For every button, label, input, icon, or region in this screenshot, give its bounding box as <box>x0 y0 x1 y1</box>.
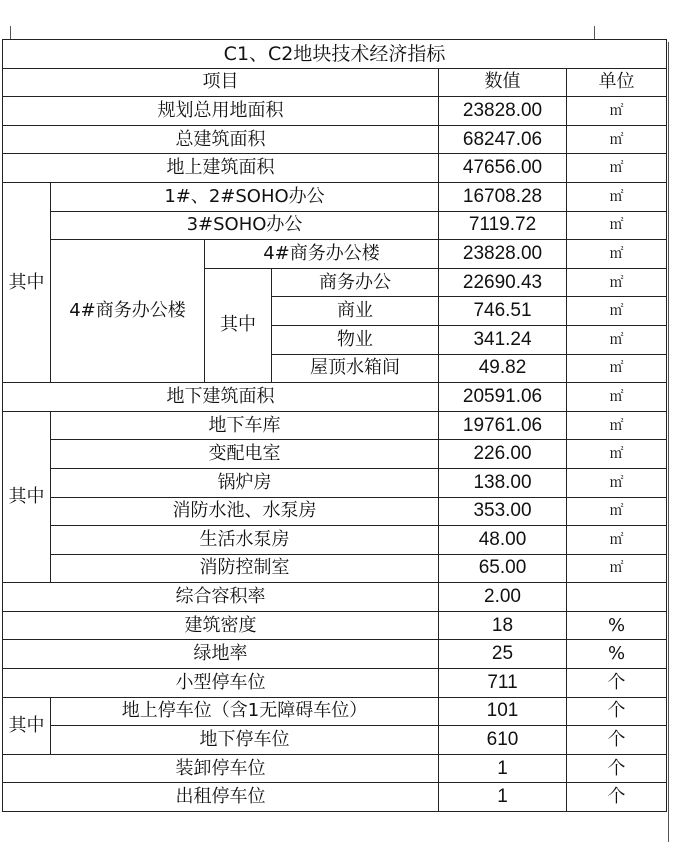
row-value: 18 <box>439 611 567 640</box>
row-unit: ㎡ <box>567 440 667 469</box>
row-value: 711 <box>439 669 567 698</box>
table-title: C1、C2地块技术经济指标 <box>3 40 667 69</box>
row-value: 48.00 <box>439 526 567 555</box>
row-label: 消防控制室 <box>51 554 439 583</box>
table-row <box>3 211 667 240</box>
row-label: 屋顶水箱间 <box>272 354 439 383</box>
row-unit: 个 <box>567 726 667 755</box>
row-value: 19761.06 <box>439 411 567 440</box>
row-label: 地上建筑面积 <box>3 154 439 183</box>
row-unit: ㎡ <box>567 240 667 269</box>
scan-edge-mark-far-right <box>668 42 669 842</box>
row-label: 商务办公 <box>272 268 439 297</box>
table-row <box>3 526 667 555</box>
header-unit: 单位 <box>567 68 667 97</box>
row-unit: ㎡ <box>567 554 667 583</box>
row-value: 341.24 <box>439 325 567 354</box>
row-value: 23828.00 <box>439 97 567 126</box>
row-value: 1 <box>439 783 567 812</box>
table-row <box>3 97 667 126</box>
row-label: 装卸停车位 <box>3 754 439 783</box>
row-unit: ㎡ <box>567 526 667 555</box>
row-value: 22690.43 <box>439 268 567 297</box>
row-label: 生活水泵房 <box>51 526 439 555</box>
row-unit: % <box>567 640 667 669</box>
row-value: 138.00 <box>439 468 567 497</box>
row-unit: ㎡ <box>567 411 667 440</box>
row-unit: 个 <box>567 783 667 812</box>
table-row <box>3 669 667 698</box>
row-unit: 个 <box>567 754 667 783</box>
row-label: 变配电室 <box>51 440 439 469</box>
tech-econ-indicator-table <box>2 39 667 812</box>
row-label: 规划总用地面积 <box>3 97 439 126</box>
table-row <box>3 611 667 640</box>
row-value: 68247.06 <box>439 125 567 154</box>
row-value: 16708.28 <box>439 182 567 211</box>
row-unit: ㎡ <box>567 354 667 383</box>
row-unit: ㎡ <box>567 325 667 354</box>
row-unit: ㎡ <box>567 468 667 497</box>
row-value: 49.82 <box>439 354 567 383</box>
row-value: 2.00 <box>439 583 567 612</box>
row-label: 地下车库 <box>51 411 439 440</box>
table-row <box>3 697 667 726</box>
row-label: 总建筑面积 <box>3 125 439 154</box>
row-label: 地上停车位（含1无障碍车位） <box>51 697 439 726</box>
table-row <box>3 754 667 783</box>
row-label: 3#SOHO办公 <box>51 211 439 240</box>
row-label: 消防水池、水泵房 <box>51 497 439 526</box>
group-label-b4-sub: 其中 <box>205 268 272 382</box>
row-unit: ㎡ <box>567 211 667 240</box>
table-row <box>3 125 667 154</box>
table-row <box>3 383 667 412</box>
table-row <box>3 440 667 469</box>
table-row <box>3 554 667 583</box>
row-value: 65.00 <box>439 554 567 583</box>
row-label: 小型停车位 <box>3 669 439 698</box>
row-value: 353.00 <box>439 497 567 526</box>
table-row <box>3 468 667 497</box>
row-label: 地下建筑面积 <box>3 383 439 412</box>
group-label-underground: 其中 <box>3 411 51 583</box>
group-label-parking: 其中 <box>3 697 51 754</box>
row-value: 746.51 <box>439 297 567 326</box>
row-unit <box>567 583 667 612</box>
row-label: 锅炉房 <box>51 468 439 497</box>
row-unit: 个 <box>567 697 667 726</box>
table-row <box>3 411 667 440</box>
row-value: 25 <box>439 640 567 669</box>
table-row <box>3 240 667 269</box>
group-label-above: 其中 <box>3 182 51 382</box>
row-unit: ㎡ <box>567 297 667 326</box>
row-unit: ㎡ <box>567 383 667 412</box>
row-value: 101 <box>439 697 567 726</box>
table-row <box>3 154 667 183</box>
table-row <box>3 182 667 211</box>
row-value: 7119.72 <box>439 211 567 240</box>
row-value: 23828.00 <box>439 240 567 269</box>
row-unit: ㎡ <box>567 182 667 211</box>
row-label: 4#商务办公楼 <box>205 240 439 269</box>
group-label-b4: 4#商务办公楼 <box>51 240 205 383</box>
row-label: 建筑密度 <box>3 611 439 640</box>
row-value: 226.00 <box>439 440 567 469</box>
table-row <box>3 583 667 612</box>
scan-edge-mark-right <box>594 26 595 40</box>
row-unit: ㎡ <box>567 154 667 183</box>
row-unit: % <box>567 611 667 640</box>
row-unit: ㎡ <box>567 125 667 154</box>
table-row <box>3 726 667 755</box>
row-unit: ㎡ <box>567 97 667 126</box>
row-unit: ㎡ <box>567 497 667 526</box>
row-value: 610 <box>439 726 567 755</box>
row-unit: ㎡ <box>567 268 667 297</box>
row-label: 商业 <box>272 297 439 326</box>
row-label: 地下停车位 <box>51 726 439 755</box>
row-unit: 个 <box>567 669 667 698</box>
row-value: 47656.00 <box>439 154 567 183</box>
row-label: 物业 <box>272 325 439 354</box>
row-label: 综合容积率 <box>3 583 439 612</box>
scan-edge-mark-left <box>10 26 11 40</box>
table-row <box>3 783 667 812</box>
header-item: 项目 <box>3 68 439 97</box>
header-row <box>3 68 667 97</box>
table-row <box>3 640 667 669</box>
table-title-row <box>3 40 667 69</box>
row-value: 1 <box>439 754 567 783</box>
row-label: 1#、2#SOHO办公 <box>51 182 439 211</box>
row-value: 20591.06 <box>439 383 567 412</box>
header-value: 数值 <box>439 68 567 97</box>
table-row <box>3 497 667 526</box>
row-label: 绿地率 <box>3 640 439 669</box>
row-label: 出租停车位 <box>3 783 439 812</box>
